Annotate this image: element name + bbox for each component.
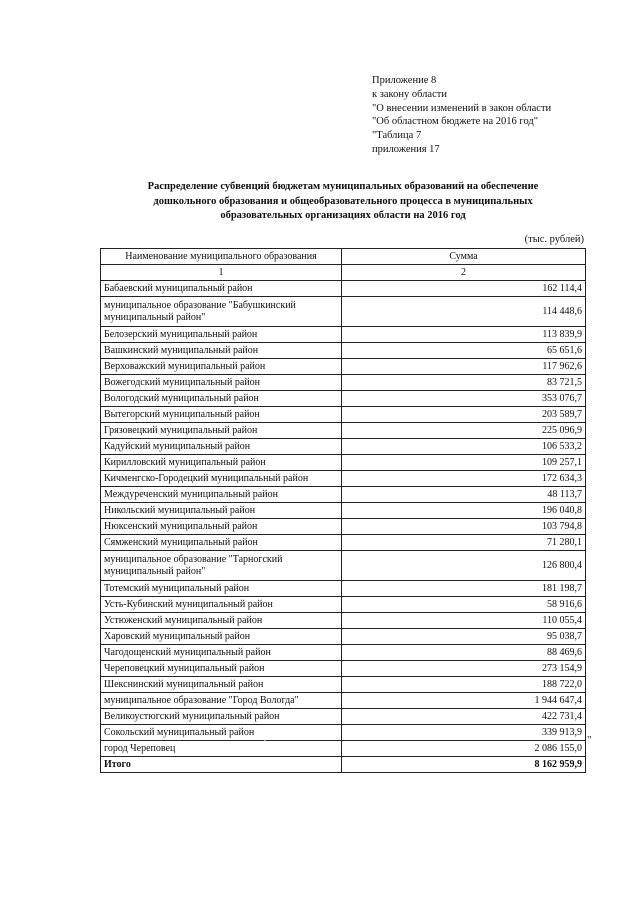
subvention-sum: 48 113,7 — [342, 487, 586, 503]
table-row — [101, 597, 586, 613]
municipality-name: Белозерский муниципальный район — [101, 327, 342, 343]
municipality-name: Тотемский муниципальный район — [101, 581, 342, 597]
subvention-sum: 1 944 647,4 — [342, 693, 586, 709]
table-row — [101, 375, 586, 391]
subvention-sum: 113 839,9 — [342, 327, 586, 343]
total-sum: 8 162 959,9 — [342, 757, 586, 773]
header-line: "О внесении изменений в закон области — [372, 102, 552, 114]
municipality-name: Вашкинский муниципальный район — [101, 343, 342, 359]
table-row — [101, 297, 586, 327]
column-header-name: Наименование муниципального образования — [101, 249, 342, 265]
table-row — [101, 693, 586, 709]
subvention-sum: 196 040,8 — [342, 503, 586, 519]
municipality-name: Вологодский муниципальный район — [101, 391, 342, 407]
subvention-sum: 126 800,4 — [342, 551, 586, 581]
subvention-sum: 172 634,3 — [342, 471, 586, 487]
total-row — [101, 757, 586, 773]
municipality-name: Никольский муниципальный район — [101, 503, 342, 519]
municipality-name: Верховажский муниципальный район — [101, 359, 342, 375]
municipality-name: Кичменгско-Городецкий муниципальный район — [101, 471, 342, 487]
subvention-sum: 95 038,7 — [342, 629, 586, 645]
municipality-name: Бабаевский муниципальный район — [101, 281, 342, 297]
table-row — [101, 629, 586, 645]
table-row — [101, 741, 586, 757]
table-row — [101, 661, 586, 677]
table-row — [101, 535, 586, 551]
appendix-header — [372, 74, 551, 157]
subvention-sum: 162 114,4 — [342, 281, 586, 297]
subvention-sum: 114 448,6 — [342, 297, 586, 327]
subvention-sum: 83 721,5 — [342, 375, 586, 391]
table-row — [101, 455, 586, 471]
subvention-table — [100, 248, 586, 773]
subvention-sum: 58 916,6 — [342, 597, 586, 613]
table-body — [101, 281, 586, 757]
municipality-name: Сокольский муниципальный район — [101, 725, 342, 741]
table-row — [101, 725, 586, 741]
municipality-name: Сямженский муниципальный район — [101, 535, 342, 551]
header-line: "Таблица 7 — [372, 130, 422, 142]
subvention-sum: 110 055,4 — [342, 613, 586, 629]
subvention-sum: 273 154,9 — [342, 661, 586, 677]
scan-speck — [264, 740, 266, 741]
table-row — [101, 613, 586, 629]
municipality-name: Кирилловский муниципальный район — [101, 455, 342, 471]
table-row — [101, 407, 586, 423]
municipality-name: муниципальное образование "Тарногский муниципальный район" — [101, 551, 342, 581]
table-row — [101, 487, 586, 503]
table-row — [101, 423, 586, 439]
municipality-name: город Череповец — [101, 741, 342, 757]
column-number-row — [101, 265, 586, 281]
subvention-sum: 103 794,8 — [342, 519, 586, 535]
table-row — [101, 677, 586, 693]
table-row — [101, 343, 586, 359]
municipality-name: муниципальное образование "Бабушкинский муниципальный район" — [101, 297, 342, 327]
table-row — [101, 471, 586, 487]
title-line: Распределение субвенций бюджетам муниципальных образований на обеспечение — [147, 181, 539, 192]
municipality-name: Харовский муниципальный район — [101, 629, 342, 645]
table-row — [101, 519, 586, 535]
subvention-sum: 106 533,2 — [342, 439, 586, 455]
table-row — [101, 709, 586, 725]
table-row — [101, 503, 586, 519]
municipality-name: муниципальное образование "Город Вологда" — [101, 693, 342, 709]
total-label: Итого — [101, 757, 342, 773]
table-row — [101, 327, 586, 343]
subvention-sum: 88 469,6 — [342, 645, 586, 661]
municipality-name: Усть-Кубинский муниципальный район — [101, 597, 342, 613]
subvention-sum: 339 913,9 — [342, 725, 586, 741]
municipality-name: Вытегорский муниципальный район — [101, 407, 342, 423]
document-title — [100, 180, 586, 224]
subvention-sum: 65 651,6 — [342, 343, 586, 359]
column-number: 1 — [101, 265, 342, 281]
table-row — [101, 551, 586, 581]
subvention-sum: 353 076,7 — [342, 391, 586, 407]
municipality-name: Шекснинский муниципальный район — [101, 677, 342, 693]
subvention-sum: 422 731,4 — [342, 709, 586, 725]
municipality-name: Нюксенский муниципальный район — [101, 519, 342, 535]
subvention-sum: 188 722,0 — [342, 677, 586, 693]
municipality-name: Кадуйский муниципальный район — [101, 439, 342, 455]
header-line: к закону области — [372, 88, 447, 100]
table-header-row — [101, 249, 586, 265]
municipality-name: Грязовецкий муниципальный район — [101, 423, 342, 439]
subvention-sum: 181 198,7 — [342, 581, 586, 597]
subvention-sum: 2 086 155,0 — [342, 741, 586, 757]
subvention-sum: 225 096,9 — [342, 423, 586, 439]
municipality-name: Череповецкий муниципальный район — [101, 661, 342, 677]
municipality-name: Чагодощенский муниципальный район — [101, 645, 342, 661]
table-row — [101, 645, 586, 661]
title-line: дошкольного образования и общеобразовательного процесса в муниципальных — [153, 195, 533, 207]
municipality-name: Устюженский муниципальный район — [101, 613, 342, 629]
column-header-sum: Сумма — [342, 249, 586, 265]
header-line: "Об областном бюджете на 2016 год" — [372, 116, 539, 128]
subvention-sum: 117 962,6 — [342, 359, 586, 375]
table-row — [101, 391, 586, 407]
table-row — [101, 359, 586, 375]
title-line: образовательных организациях области на 2016 год — [220, 210, 466, 221]
table-row — [101, 439, 586, 455]
subvention-sum: 109 257,1 — [342, 455, 586, 471]
column-number: 2 — [342, 265, 586, 281]
municipality-name: Междуреченский муниципальный район — [101, 487, 342, 503]
units-label: (тыс. рублей) — [524, 234, 584, 245]
subvention-sum: 71 280,1 — [342, 535, 586, 551]
municipality-name: Вожегодский муниципальный район — [101, 375, 342, 391]
closing-quote-mark: " — [587, 734, 592, 746]
header-line: Приложение 8 — [372, 75, 437, 86]
header-line: приложения 17 — [372, 143, 440, 155]
municipality-name: Великоустюгский муниципальный район — [101, 709, 342, 725]
table-row — [101, 281, 586, 297]
table-row — [101, 581, 586, 597]
subvention-sum: 203 589,7 — [342, 407, 586, 423]
